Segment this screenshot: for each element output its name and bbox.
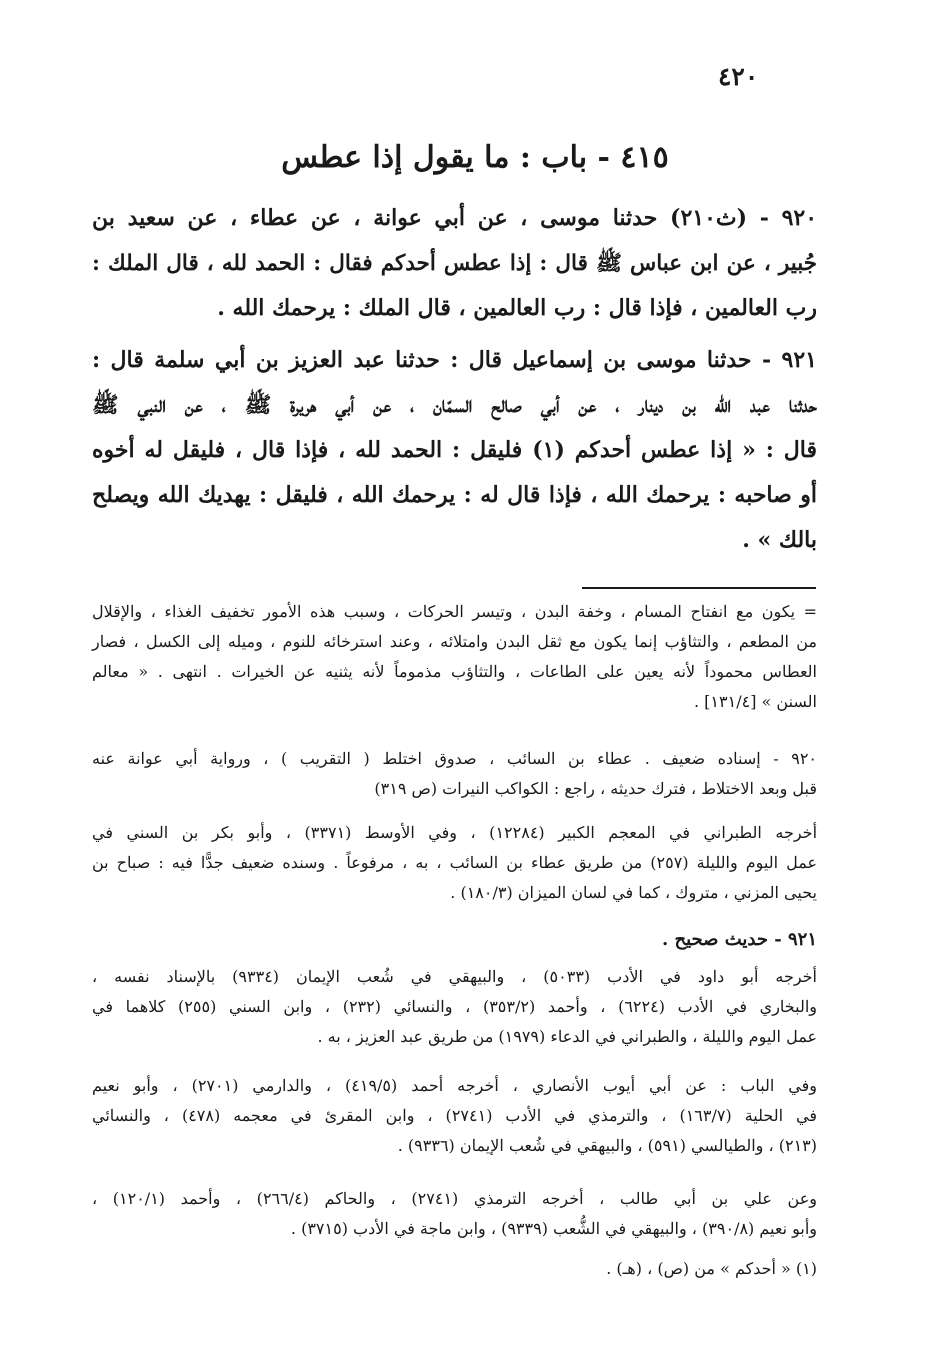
note-921-ayyub [92, 1071, 817, 1161]
note-921-sources [92, 962, 817, 1052]
note-line: والبخاري في الأدب (٦٢٢٤) ، وأحمد (٣٥٣/٢) ، والنسائي (٢٣٢) ، وابن السني (٢٥٥) كلاهما في [92, 997, 818, 1016]
hadith-line: رب العالمين ، فإذا قال : رب العالمين ، قال الملك : يرحمك الله . [217, 295, 817, 321]
note-line: عمل اليوم والليلة ، والطبراني في الدعاء (١٩٧٩) من طريق عبد العزيز ، به . [317, 1027, 817, 1046]
note-line: وفي الباب : عن أبي أيوب الأنصاري ، أخرجه أحمد (٤١٩/٥) ، والدارمي (٢٧٠١) ، وأبو نعيم [92, 1076, 818, 1095]
note-line: (١) « أحدكم » من (ص) ، (هـ) . [606, 1259, 817, 1278]
note-line: يحيى المزني ، متروك ، كما في لسان الميزان (١٨٠/٣) . [450, 883, 817, 902]
note-920-grading [92, 744, 817, 804]
footnote-1 [92, 1254, 817, 1284]
footnote-divider [582, 587, 816, 589]
hadith-line: أو صاحبه : يرحمك الله ، فإذا قال له : يرحمك الله ، فليقل : يهديك الله ويصلح [92, 482, 817, 508]
note-heading: ٩٢١ - حديث صحيح . [661, 929, 817, 950]
note-line: ٩٢٠ - إسناده ضعيف . عطاء بن السائب ، صدوق اختلط ( التقريب ) ، ورواية أبي عوانة عنه [92, 749, 817, 768]
note-920-sources [92, 818, 817, 908]
note-continuation [92, 597, 817, 717]
hadith-line: بالك » . [742, 527, 817, 553]
note-line: (٢١٣) ، والطيالسي (٥٩١) ، والبيهقي في شُعب الإيمان (٩٣٣٦) . [397, 1136, 817, 1155]
note-line: من المطعم ، والتثاؤب إنما يكون مع ثقل البدن وامتلائه ، وعند استرخائه للنوم ، وميله إلى الكسل ، فصار [92, 632, 818, 651]
hadith-line: جُبير ، عن ابن عباس ﷺ قال : إذا عطس أحدكم فقال : الحمد لله ، قال الملك : [92, 251, 817, 276]
note-921-ali [92, 1184, 817, 1244]
note-line: السنن » [١٣١/٤] . [694, 692, 817, 711]
note-line: = يكون مع انفتاح المسام ، وخفة البدن ، وتيسر الحركات ، وسبب هذه الأمور تخفيف الغذاء ، والإقلال [92, 602, 817, 621]
note-line: في الحلية (١٦٣/٧) ، والترمذي في الأدب (٢٧٤١) ، وابن المقرئ في معجمه (٤٧٨) ، والنسائي [92, 1106, 818, 1125]
hadith-line: ٩٢٠ - (ث٢١٠) حدثنا موسى ، عن أبي عوانة ، عن عطاء ، عن سعيد بن [92, 205, 818, 231]
note-line: العطاس محموداً لأنه يعين على الطاعات ، والتثاؤب مذموماً لأنه يثنيه عن الخيرات . انتهى . « معالم [92, 662, 817, 681]
chapter-title: ٤١٥ - باب : ما يقول إذا عطس [281, 140, 669, 175]
hadith-line: قال : « إذا عطس أحدكم (١) فليقل : الحمد لله ، فإذا قال ، فليقل له أخوه [92, 437, 817, 463]
note-line: أخرجه الطبراني في المعجم الكبير (١٢٢٨٤) ، وفي الأوسط (٣٣٧١) ، وأبو بكر بن السني في [92, 823, 818, 842]
note-line: وأبو نعيم (٣٩٠/٨) ، والبيهقي في الشُّعب (٩٣٣٩) ، وابن ماجة في الأدب (٣٧١٥) . [290, 1219, 817, 1238]
note-line: قبل وبعد الاختلاط ، فترك حديثه ، راجع : الكواكب النيرات (ص ٣١٩) [374, 779, 817, 798]
hadith-line: حدثنا عبد الله بن دينار ، عن أبي صالح السمّان ، عن أبي هريرة ﷺ ، عن النبي ﷺ [92, 392, 817, 418]
hadith-2 [92, 338, 817, 563]
page-number: ٤٢٠ [718, 62, 759, 91]
note-line: وعن علي بن أبي طالب ، أخرجه الترمذي (٢٧٤١) ، والحاكم (٢٦٦/٤) ، وأحمد (١٢٠/١) ، [92, 1189, 818, 1208]
note-line: أخرجه أبو داود في الأدب (٥٠٣٣) ، والبيهقي في شُعب الإيمان (٩٣٣٤) بالإسناد نفسه ، [92, 967, 817, 986]
hadith-line: ٩٢١ - حدثنا موسى بن إسماعيل قال : حدثنا عبد العزيز بن أبي سلمة قال : [92, 347, 817, 373]
note-line: عمل اليوم والليلة (٢٥٧) من طريق عطاء بن السائب ، به ، مرفوعاً . وسنده ضعيف جدًّا فيه : صباح بن [92, 853, 817, 872]
hadith-1 [92, 196, 817, 331]
note-921-grading [92, 925, 817, 955]
